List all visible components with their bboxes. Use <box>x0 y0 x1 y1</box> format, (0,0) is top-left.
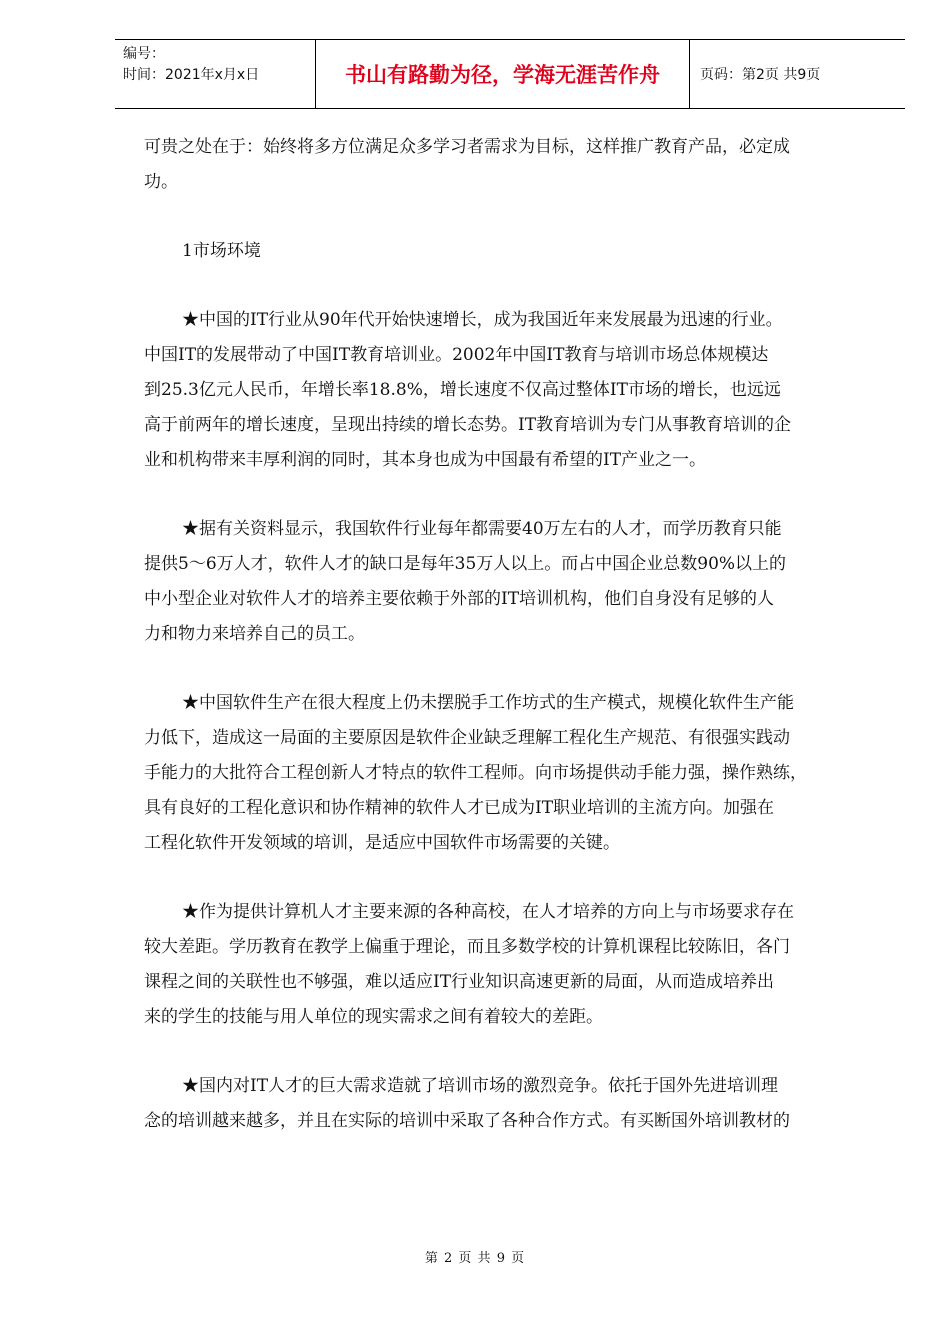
text-line: ★据有关资料显示，我国软件行业每年都需要40万左右的人才，而学历教育只能 <box>182 519 782 539</box>
page-footer: 第 2 页 共 9 页 <box>424 1251 526 1266</box>
text-line: 力和物力来培养自己的员工。 <box>144 624 365 644</box>
text-line: ★中国软件生产在很大程度上仍未摆脱手工作坊式的生产模式，规模化软件生产能 <box>182 693 794 713</box>
text-line: 力低下，造成这一局面的主要原因是软件企业缺乏理解工程化生产规范、有很强实践动 <box>144 728 790 748</box>
text-line: 功。 <box>144 172 178 192</box>
paragraph-gap <box>144 269 884 303</box>
header-motto: 书山有路勤为径，学海无涯苦作舟 <box>315 40 690 108</box>
document-body <box>144 130 884 1139</box>
text-line: 念的培训越来越多，并且在实际的培训中采取了各种合作方式。有买断国外培训教材的 <box>144 1111 790 1131</box>
text-line: 手能力的大批符合工程创新人才特点的软件工程师。向市场提供动手能力强，操作熟练， <box>144 763 807 783</box>
paragraph-gap <box>144 200 884 234</box>
text-line: 较大差距。学历教育在教学上偏重于理论，而且多数学校的计算机课程比较陈旧，各门 <box>144 937 790 957</box>
paragraph-gap <box>144 652 884 686</box>
text-line: 到25.3亿元人民币，年增长率18.8%，增长速度不仅高过整体IT市场的增长，也远远 <box>144 380 781 400</box>
page-header <box>115 39 905 109</box>
text-line: 中小型企业对软件人才的培养主要依赖于外部的IT培训机构，他们自身没有足够的人 <box>144 589 775 609</box>
text-line: 中国IT的发展带动了中国IT教育培训业。2002年中国IT教育与培训市场总体规模达 <box>144 345 769 365</box>
text-line: ★作为提供计算机人才主要来源的各种高校，在人才培养的方向上与市场要求存在 <box>182 902 794 922</box>
text-line: 1市场环境 <box>182 241 261 261</box>
text-line: 具有良好的工程化意识和协作精神的软件人才已成为IT职业培训的主流方向。加强在 <box>144 798 775 818</box>
text-line: 高于前两年的增长速度，呈现出持续的增长态势。IT教育培训为专门从事教育培训的企 <box>144 415 792 435</box>
text-line: ★中国的IT行业从90年代开始快速增长，成为我国近年来发展最为迅速的行业。 <box>182 310 783 330</box>
text-line: 可贵之处在于：始终将多方位满足众多学习者需求为目标，这样推广教育产品，必定成 <box>144 137 790 157</box>
header-meta <box>115 40 315 108</box>
time-label: 时间：2021年x月x日 <box>123 67 260 83</box>
header-page-info: 页码：第2页 共9页 <box>700 67 821 83</box>
text-line: 课程之间的关联性也不够强，难以适应IT行业知识高速更新的局面，从而造成培养出 <box>144 972 775 992</box>
text-line: 提供5～6万人才，软件人才的缺口是每年35万人以上。而占中国企业总数90%以上的 <box>144 554 787 574</box>
number-label: 编号： <box>123 46 165 62</box>
paragraph-gap <box>144 861 884 895</box>
paragraph-gap <box>144 1035 884 1069</box>
paragraph-gap <box>144 478 884 512</box>
text-line: 业和机构带来丰厚利润的同时，其本身也成为中国最有希望的IT产业之一。 <box>144 450 707 470</box>
text-line: ★国内对IT人才的巨大需求造就了培训市场的激烈竞争。依托于国外先进培训理 <box>182 1076 779 1096</box>
text-line: 来的学生的技能与用人单位的现实需求之间有着较大的差距。 <box>144 1007 603 1027</box>
text-line: 工程化软件开发领域的培训，是适应中国软件市场需要的关键。 <box>144 833 620 853</box>
